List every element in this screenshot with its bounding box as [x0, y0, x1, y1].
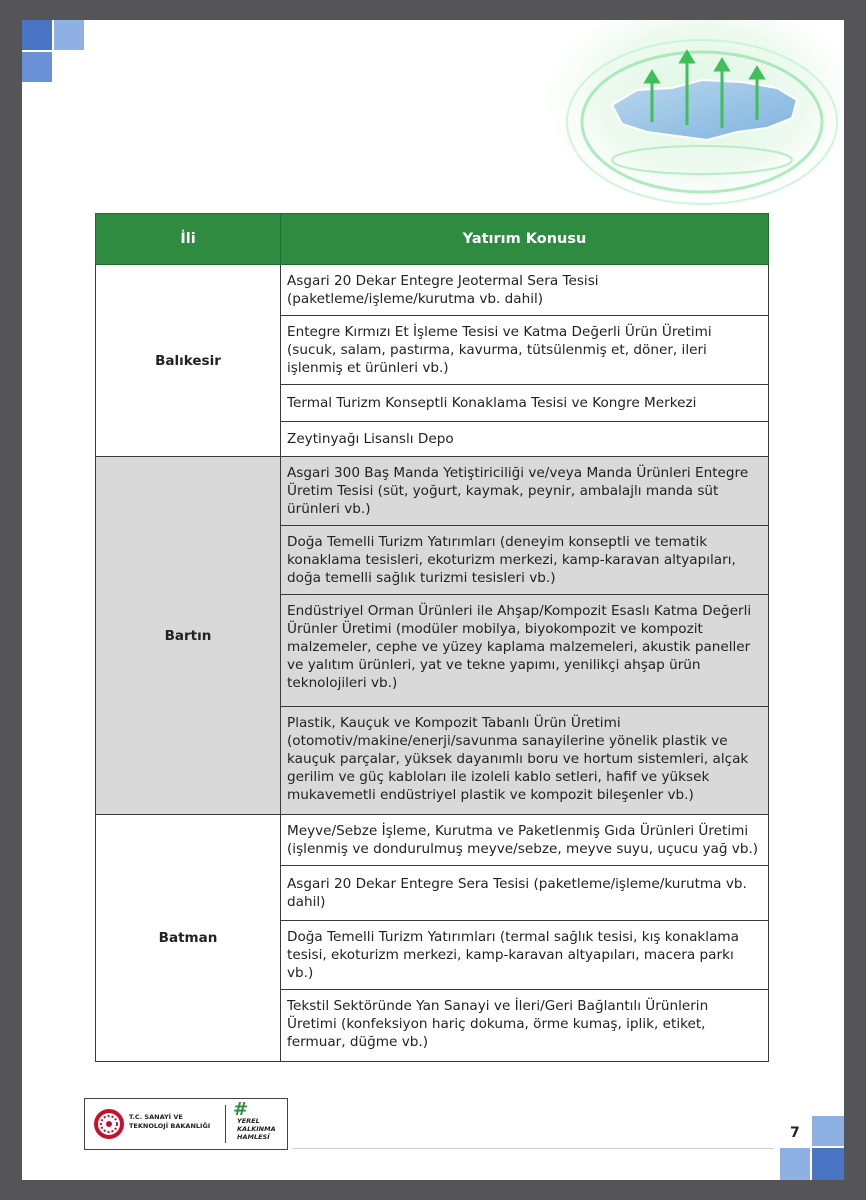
- corner-square-decoration: [54, 20, 84, 50]
- turkey-map-graphic: [542, 20, 844, 220]
- ministry-name-line1: T.C. SANAYİ VE: [129, 1113, 183, 1121]
- campaign-name-line2: KALKINMA: [237, 1125, 276, 1133]
- page-number: 7: [790, 1125, 800, 1141]
- investment-topic-cell: Doğa Temelli Turizm Yatırımları (termal sağlık tesisi, kış konaklama tesisi, ekoturizm merkezi, kamp-karavan altyapıları, macera parkı vb.): [281, 921, 769, 990]
- province-column-header: İli: [96, 214, 281, 265]
- campaign-name-line1: YEREL: [237, 1117, 260, 1125]
- topic-column-header: Yatırım Konusu: [281, 214, 769, 265]
- footer-divider: [292, 1148, 774, 1149]
- investment-topic-cell: Asgari 20 Dekar Entegre Sera Tesisi (paketleme/işleme/kurutma vb. dahil): [281, 866, 769, 921]
- province-cell: Batman: [96, 815, 281, 1062]
- campaign-name: [237, 1117, 276, 1141]
- ministry-emblem-icon: [93, 1108, 125, 1140]
- investment-table: [95, 213, 769, 1062]
- ministry-name-line2: TEKNOLOJİ BAKANLIĞI: [129, 1122, 211, 1130]
- province-cell: Bartın: [96, 457, 281, 815]
- campaign-name-line3: HAMLESİ: [237, 1133, 270, 1141]
- table-row: [96, 265, 769, 316]
- corner-square-decoration: [812, 1116, 844, 1146]
- corner-square-decoration: [780, 1148, 810, 1180]
- corner-square-decoration: [812, 1148, 844, 1180]
- investment-topic-cell: Endüstriyel Orman Ürünleri ile Ahşap/Kompozit Esaslı Katma Değerli Ürünler Üretimi (modüler mobilya, biyokompozit ve kompozit malzemeler, cephe ve yüzey kaplama malzemeleri, akustik paneller ve yalıtım ürünleri, yat ve tekne yapımı, yenilikçi ahşap ürün teknolojileri vb.): [281, 595, 769, 707]
- investment-topic-cell: Zeytinyağı Lisanslı Depo: [281, 422, 769, 457]
- investment-topic-cell: Entegre Kırmızı Et İşleme Tesisi ve Katma Değerli Ürün Üretimi (sucuk, salam, pastırma, kavurma, tütsülenmiş et, döner, ileri işlenmiş et ürünleri vb.): [281, 316, 769, 385]
- investment-topic-cell: Meyve/Sebze İşleme, Kurutma ve Paketlenmiş Gıda Ürünleri Üretimi (işlenmiş ve dondurulmuş meyve/sebze, meyve suyu, uçucu yağ vb.): [281, 815, 769, 866]
- document-page: [22, 20, 844, 1180]
- ministry-name: [129, 1113, 210, 1131]
- investment-topic-cell: Asgari 300 Baş Manda Yetiştiriciliği ve/veya Manda Ürünleri Entegre Üretim Tesisi (süt, yoğurt, kaymak, peynir, ambalajlı manda süt ürünleri vb.): [281, 457, 769, 526]
- investment-topic-cell: Termal Turizm Konseptli Konaklama Tesisi ve Kongre Merkezi: [281, 385, 769, 422]
- corner-square-decoration: [22, 20, 52, 50]
- table-header-row: [96, 214, 769, 265]
- investment-topic-cell: Plastik, Kauçuk ve Kompozit Tabanlı Ürün Üretimi (otomotiv/makine/enerji/savunma sanayilerine yönelik plastik ve kauçuk parçalar, yüksek dayanımlı boru ve hortum sistemleri, alçak gerilim ve güç kabloları ile izoleli kablo setleri, hafif ve yüksek mukavemetli endüstriyel plastik ve kompozit bileşenler vb.): [281, 707, 769, 815]
- hashtag-icon: #: [233, 1099, 249, 1120]
- logo-divider: [225, 1105, 226, 1143]
- province-cell: Balıkesir: [96, 265, 281, 457]
- investment-topic-cell: Tekstil Sektöründe Yan Sanayi ve İleri/Geri Bağlantılı Ürünlerin Üretimi (konfeksiyon hariç dokuma, örme kumaş, iplik, etiket, fermuar, düğme vb.): [281, 990, 769, 1062]
- corner-square-decoration: [22, 52, 52, 82]
- investment-topic-cell: Doğa Temelli Turizm Yatırımları (deneyim konseptli ve tematik konaklama tesisleri, ekoturizm merkezi, kamp-karavan altyapıları, doğa temelli sağlık turizmi tesisleri vb.): [281, 526, 769, 595]
- investment-topic-cell: Asgari 20 Dekar Entegre Jeotermal Sera Tesisi (paketleme/işleme/kurutma vb. dahil): [281, 265, 769, 316]
- table-row: [96, 457, 769, 526]
- table-row: [96, 815, 769, 866]
- footer-logo-box: [84, 1098, 288, 1150]
